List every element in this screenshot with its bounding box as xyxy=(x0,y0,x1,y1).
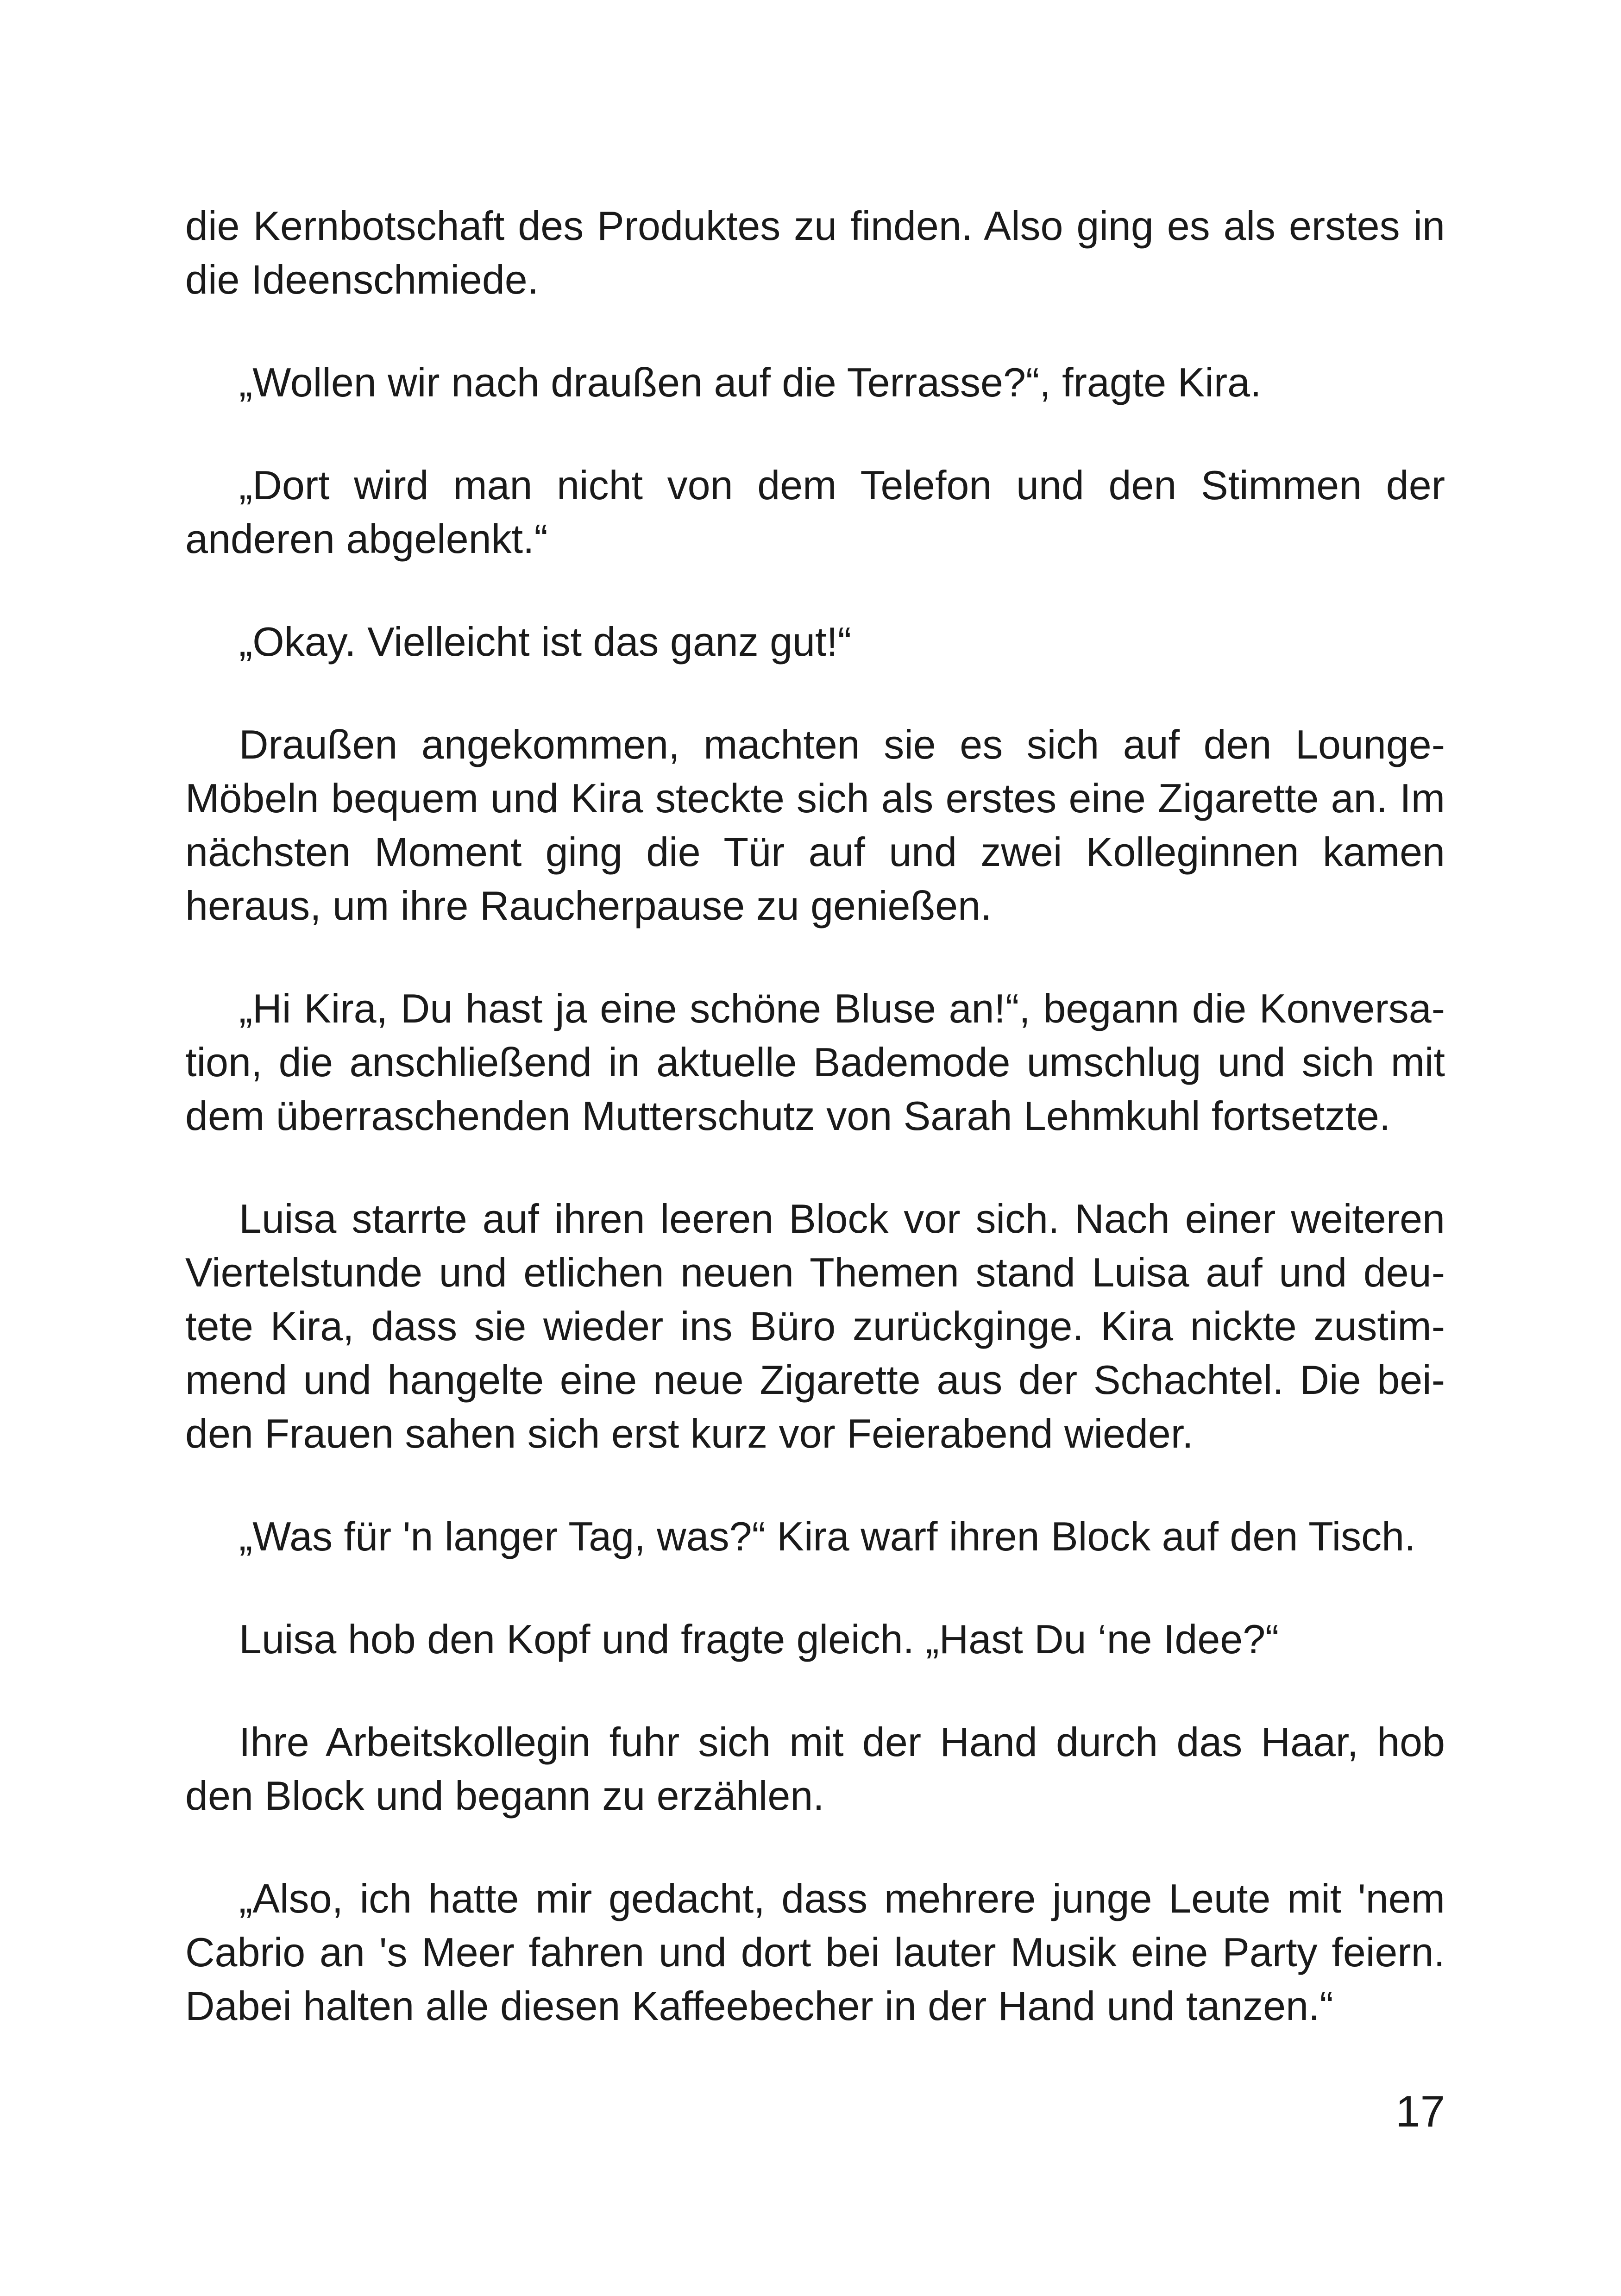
paragraph-dialogue-okay: „Okay. Vielleicht ist das ganz gut!“ xyxy=(239,619,852,665)
paragraph-continuation: die Kernbotschaft des Produktes zu finden. Also ging es als erstes in die Ideenschmiede. xyxy=(185,203,1445,302)
paragraph-dialogue-phone: „Dort wird man nicht von dem Telefon und den Stimmen der anderen abgelenkt.“ xyxy=(185,462,1445,562)
paragraph-colleague-story: Ihre Arbeitskollegin fuhr sich mit der Hand durch das Haar, hob den Block und begann zu erzählen. xyxy=(185,1719,1445,1819)
body-text xyxy=(185,199,1445,2033)
page-number: 17 xyxy=(1395,2087,1445,2136)
paragraph-long-day: „Was für 'n langer Tag, was?“ Kira warf ihren Block auf den Tisch. xyxy=(239,1513,1416,1559)
paragraph-blouse: „Hi Kira, Du hast ja eine schöne Bluse an!“, begann die Konversation, die anschließend in aktuelle Bademode umschlug und sich mit dem überraschenden Mutterschutz von Sarah Lehmkuhl fortsetzte. xyxy=(185,985,1445,1139)
paragraph-outside: Draußen angekommen, machten sie es sich auf den Lounge-Möbeln bequem und Kira steckte sich als erstes eine Zigarette an. Im nächsten Moment ging die Tür auf und zwei Kolleginnen kamen heraus, um ihre Raucherpause zu genießen. xyxy=(185,721,1445,928)
paragraph-luisa-block: Luisa starrte auf ihren leeren Block vor sich. Nach einer weiteren Viertelstunde und etlichen neuen Themen stand Luisa auf und deutete Kira, dass sie wieder ins Büro zurückginge. Kira nickte zustimmend und hangelte eine neue Zigarette aus der Schachtel. Die beiden Frauen sahen sich erst kurz vor Feierabend wieder. xyxy=(185,1196,1445,1456)
paragraph-dialogue-terrace: „Wollen wir nach draußen auf die Terrasse?“, fragte Kira. xyxy=(239,359,1262,405)
paragraph-cabrio-idea: „Also, ich hatte mir gedacht, dass mehrere junge Leute mit 'nem Cabrio an 's Meer fahren und dort bei lauter Musik eine Party feiern. Dabei halten alle diesen Kaffeebecher in der Hand und tanzen.“ xyxy=(185,1876,1445,2029)
paragraph-idea-question: Luisa hob den Kopf und fragte gleich. „Hast Du ‘ne Idee?“ xyxy=(239,1616,1279,1662)
